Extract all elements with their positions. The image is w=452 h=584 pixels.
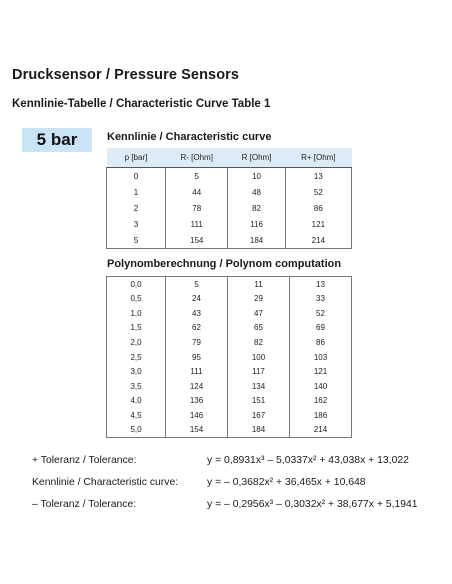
- table-cell: 4,0: [107, 393, 166, 408]
- table-row: [107, 184, 352, 200]
- table-cell: 146: [166, 408, 228, 423]
- header-r-minus: R- [Ohm]: [166, 148, 228, 168]
- table-cell: 3: [107, 216, 166, 232]
- header-r-plus: R+ [Ohm]: [285, 148, 351, 168]
- table-row: [107, 408, 352, 423]
- table-cell: 124: [166, 379, 228, 394]
- table-cell: 134: [228, 379, 290, 394]
- table-cell: 2: [107, 200, 166, 216]
- table-cell: 1,5: [107, 321, 166, 336]
- table-cell: 100: [228, 350, 290, 365]
- table-cell: 3,0: [107, 364, 166, 379]
- table-cell: 48: [228, 184, 285, 200]
- header-pressure: p [bar]: [107, 148, 166, 168]
- table-cell: 33: [290, 292, 352, 307]
- table-cell: 136: [166, 393, 228, 408]
- table-row: [107, 321, 352, 336]
- table-cell: 121: [290, 364, 352, 379]
- table-cell: 0,5: [107, 292, 166, 307]
- table-cell: 24: [166, 292, 228, 307]
- page-subtitle: Kennlinie-Tabelle / Characteristic Curve Table 1: [12, 98, 271, 110]
- table-cell: 82: [228, 335, 290, 350]
- table-cell: 43: [166, 306, 228, 321]
- table-cell: 4,5: [107, 408, 166, 423]
- table-header-row: [107, 148, 352, 168]
- header-r: R [Ohm]: [228, 148, 285, 168]
- formula-expression: y = 0,8931x³ – 5,0337x² + 43,038x + 13,022: [207, 455, 409, 466]
- table-cell: 111: [166, 364, 228, 379]
- table-cell: 78: [166, 200, 228, 216]
- table-cell: 13: [290, 277, 352, 292]
- table-row: [107, 292, 352, 307]
- table-cell: 0,0: [107, 277, 166, 292]
- table-cell: 1,0: [107, 306, 166, 321]
- table-row: [107, 200, 352, 216]
- table-cell: 121: [285, 216, 351, 232]
- table-cell: 2,0: [107, 335, 166, 350]
- formula-expression: y = – 0,3682x² + 36,465x + 10,648: [207, 477, 366, 488]
- pressure-range-badge: 5 bar: [22, 128, 92, 152]
- table-row: [107, 232, 352, 249]
- table-cell: 154: [166, 232, 228, 249]
- table-cell: 69: [290, 321, 352, 336]
- table-cell: 52: [290, 306, 352, 321]
- table-cell: 82: [228, 200, 285, 216]
- table-cell: 140: [290, 379, 352, 394]
- formula-expression: y = – 0,2956x³ – 0,3032x² + 38,677x + 5,1941: [207, 499, 418, 510]
- table-cell: 47: [228, 306, 290, 321]
- table-row: [107, 422, 352, 437]
- table-cell: 117: [228, 364, 290, 379]
- table-cell: 13: [285, 168, 351, 185]
- table-cell: 2,5: [107, 350, 166, 365]
- table-cell: 95: [166, 350, 228, 365]
- table-row: [107, 379, 352, 394]
- table-cell: 52: [285, 184, 351, 200]
- table-row: [107, 350, 352, 365]
- table-cell: 44: [166, 184, 228, 200]
- table-cell: 214: [290, 422, 352, 437]
- table-cell: 65: [228, 321, 290, 336]
- table-cell: 5,0: [107, 422, 166, 437]
- table-cell: 162: [290, 393, 352, 408]
- table-cell: 116: [228, 216, 285, 232]
- table-cell: 3,5: [107, 379, 166, 394]
- table-cell: 167: [228, 408, 290, 423]
- table-cell: 0: [107, 168, 166, 185]
- polynom-computation-label: Polynomberechnung / Polynom computation: [107, 258, 342, 270]
- formula-label: + Toleranz / Tolerance:: [32, 455, 137, 466]
- formula-label: Kennlinie / Characteristic curve:: [32, 477, 179, 488]
- table-cell: 151: [228, 393, 290, 408]
- table-cell: 184: [228, 422, 290, 437]
- table-cell: 86: [285, 200, 351, 216]
- table-row: [107, 168, 352, 185]
- table-cell: 1: [107, 184, 166, 200]
- table-cell: 79: [166, 335, 228, 350]
- table-cell: 11: [228, 277, 290, 292]
- table-cell: 29: [228, 292, 290, 307]
- table-cell: 10: [228, 168, 285, 185]
- table-cell: 62: [166, 321, 228, 336]
- table-cell: 154: [166, 422, 228, 437]
- table-cell: 103: [290, 350, 352, 365]
- table-row: [107, 277, 352, 292]
- table-row: [107, 393, 352, 408]
- formula-label: – Toleranz / Tolerance:: [32, 499, 137, 510]
- polynom-computation-table: [106, 276, 352, 438]
- page-title: Drucksensor / Pressure Sensors: [12, 67, 240, 83]
- table-cell: 5: [166, 168, 228, 185]
- table-cell: 5: [166, 277, 228, 292]
- table-cell: 86: [290, 335, 352, 350]
- table-row: [107, 216, 352, 232]
- table-row: [107, 306, 352, 321]
- table-row: [107, 364, 352, 379]
- table-row: [107, 335, 352, 350]
- table-cell: 5: [107, 232, 166, 249]
- characteristic-curve-table: [106, 148, 352, 249]
- table-cell: 184: [228, 232, 285, 249]
- table-cell: 111: [166, 216, 228, 232]
- characteristic-curve-label: Kennlinie / Characteristic curve: [107, 131, 272, 143]
- table-cell: 186: [290, 408, 352, 423]
- table-cell: 214: [285, 232, 351, 249]
